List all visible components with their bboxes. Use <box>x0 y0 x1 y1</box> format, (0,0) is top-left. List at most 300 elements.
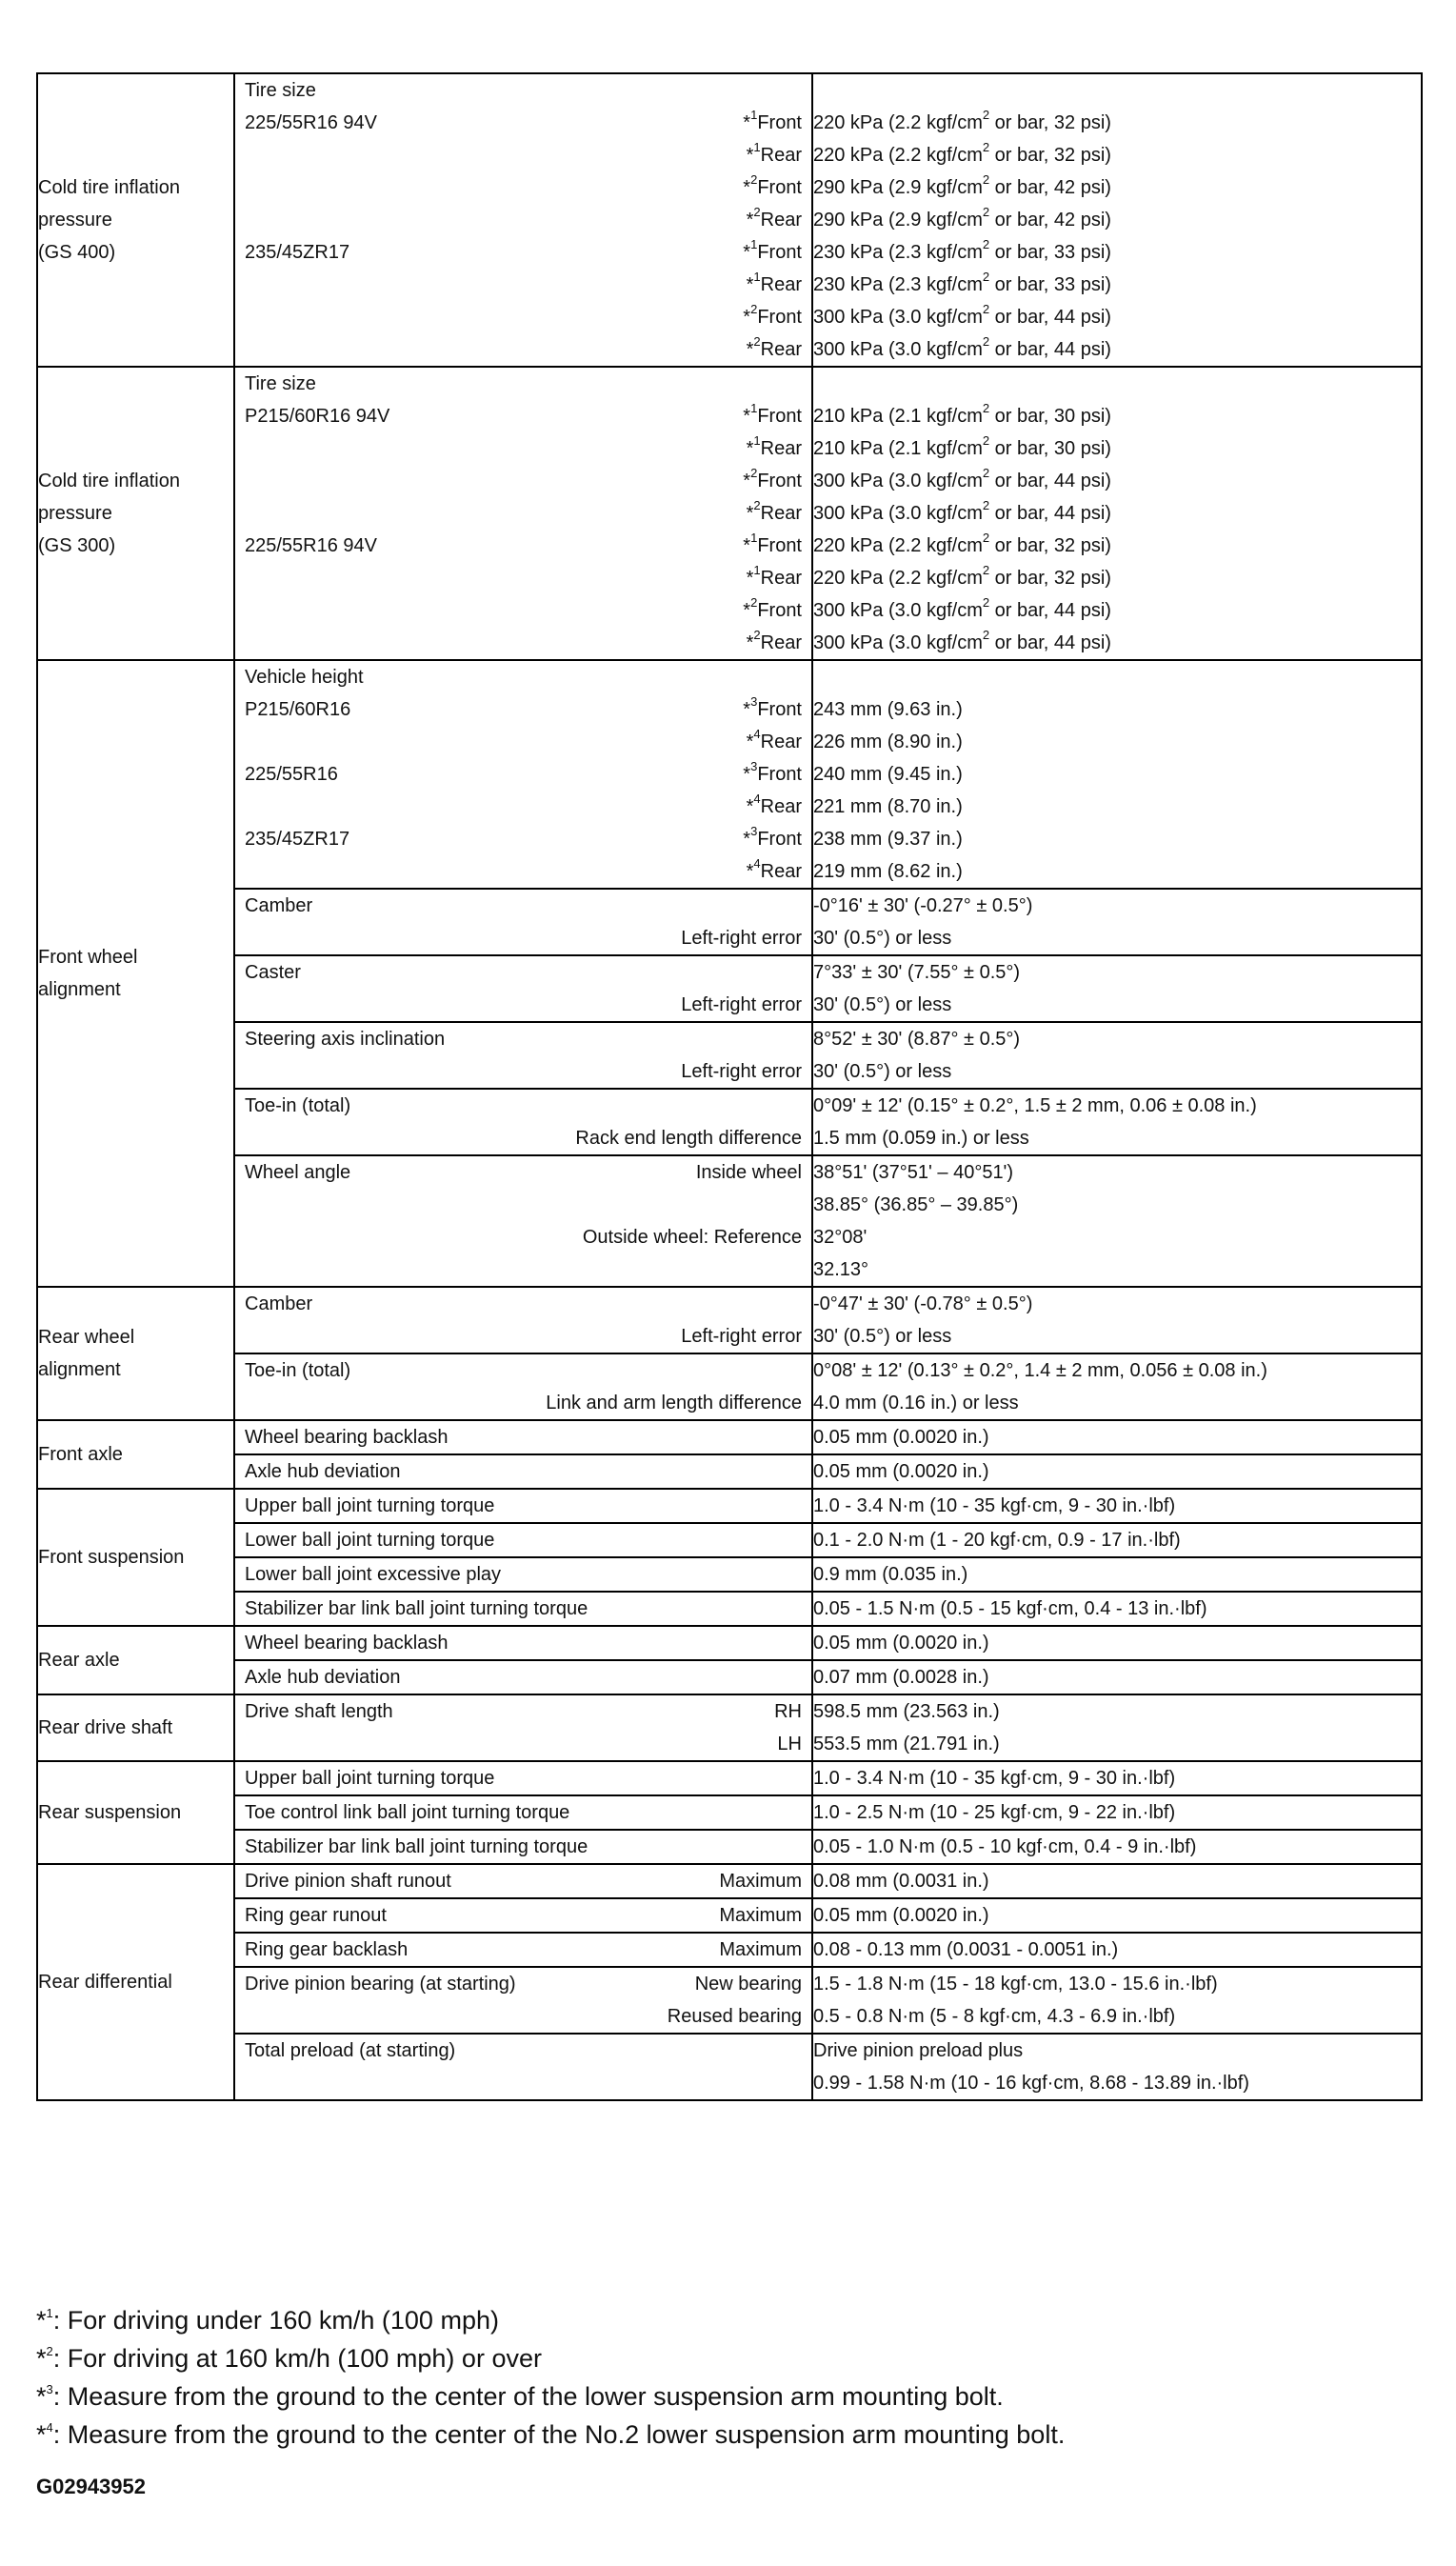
unit-exponent: 2 <box>982 595 990 611</box>
value-text-tail: or bar, 44 psi) <box>989 600 1111 621</box>
value-text-tail: or bar, 30 psi) <box>989 406 1111 427</box>
value-text: 300 kPa (3.0 kgf/cm <box>813 632 983 653</box>
footnote-number: 1 <box>753 140 761 155</box>
footnote-text: : For driving under 160 km/h (100 mph) <box>52 2306 499 2335</box>
item-label: Lower ball joint turning torque <box>245 1530 495 1551</box>
value-text: 1.0 - 3.4 N·m (10 - 35 kgf·cm, 9 - 30 in.·lbf) <box>813 1495 1176 1516</box>
unit-exponent: 2 <box>982 140 990 155</box>
footnote-number: 1 <box>46 2306 53 2320</box>
qualifier-text: Link and arm length difference <box>546 1393 802 1413</box>
value-cell <box>812 1761 1422 1795</box>
qualifier-text: Maximum <box>719 1939 802 1960</box>
footnote-mark: * <box>36 2306 47 2335</box>
item-cell <box>234 1155 812 1287</box>
qualifier-text: Front <box>757 600 802 621</box>
footnote-mark: * <box>746 274 754 295</box>
category-label: pressure <box>38 503 112 524</box>
item-line <box>235 1455 811 1488</box>
value-line <box>813 1762 1421 1794</box>
value-text: 30' (0.5°) or less <box>813 1326 952 1347</box>
value-cell <box>812 367 1422 660</box>
qualifier-text: Left-right error <box>681 1061 802 1082</box>
item-line <box>235 855 811 888</box>
value-text: 300 kPa (3.0 kgf/cm <box>813 600 983 621</box>
category-cell <box>37 1489 234 1626</box>
value-text-tail: or bar, 32 psi) <box>989 145 1111 166</box>
value-cell <box>812 1287 1422 1353</box>
value-line <box>813 1090 1421 1122</box>
item-qualifier <box>719 1934 802 1966</box>
item-qualifier <box>546 1387 802 1419</box>
item-line <box>235 107 811 139</box>
spec-row <box>37 1694 1422 1761</box>
category-cell <box>37 1287 234 1420</box>
qualifier-text: LH <box>777 1734 802 1754</box>
value-cell <box>812 1557 1422 1592</box>
item-label: P215/60R16 94V <box>245 406 390 427</box>
category-cell <box>37 1761 234 1864</box>
footnote-mark: * <box>746 568 754 589</box>
item-cell <box>234 1454 812 1489</box>
spec-row <box>37 1795 1422 1830</box>
item-line <box>235 1934 811 1966</box>
item-cell <box>234 1353 812 1420</box>
value-line <box>813 1728 1421 1760</box>
value-text: 220 kPa (2.2 kgf/cm <box>813 535 983 556</box>
category-cell <box>37 367 234 660</box>
value-text: 210 kPa (2.1 kgf/cm <box>813 438 983 459</box>
qualifier-text: Rear <box>760 732 802 752</box>
footnote-mark: * <box>743 600 751 621</box>
item-line <box>235 1320 811 1353</box>
footnote-mark: * <box>743 829 751 850</box>
value-line <box>813 1055 1421 1088</box>
item-label: Axle hub deviation <box>245 1667 401 1688</box>
spec-row <box>37 1898 1422 1933</box>
footnote-number: 1 <box>750 108 758 123</box>
item-qualifier <box>743 758 802 791</box>
footnote-mark: * <box>743 535 751 556</box>
spec-row <box>37 1967 1422 2034</box>
item-cell <box>234 1626 812 1660</box>
value-line <box>813 269 1421 301</box>
value-cell <box>812 1898 1422 1933</box>
footnote-mark: * <box>36 2420 47 2449</box>
spec-row <box>37 1089 1422 1155</box>
qualifier-text: Rear <box>760 145 802 166</box>
value-text: 30' (0.5°) or less <box>813 928 952 949</box>
item-line <box>235 2067 811 2099</box>
value-line <box>813 1320 1421 1353</box>
qualifier-text: Front <box>757 471 802 491</box>
spec-row <box>37 1592 1422 1626</box>
item-cell <box>234 955 812 1022</box>
item-line <box>235 1122 811 1154</box>
footnote-number: 4 <box>753 792 761 807</box>
value-text: 1.0 - 2.5 N·m (10 - 25 kgf·cm, 9 - 22 in.·lbf) <box>813 1802 1176 1823</box>
footnote-mark: * <box>743 406 751 427</box>
qualifier-text: Front <box>757 112 802 133</box>
item-line <box>235 758 811 791</box>
item-qualifier <box>747 333 802 366</box>
item-qualifier <box>747 726 802 758</box>
value-text: 230 kPa (2.3 kgf/cm <box>813 274 983 295</box>
value-line <box>813 1189 1421 1221</box>
footnote-number: 2 <box>46 2344 53 2358</box>
spec-row <box>37 660 1422 889</box>
footnote-mark: * <box>746 732 754 752</box>
unit-exponent: 2 <box>982 205 990 220</box>
value-line <box>813 627 1421 659</box>
value-text: 300 kPa (3.0 kgf/cm <box>813 471 983 491</box>
unit-exponent: 2 <box>982 108 990 123</box>
category-cell <box>37 73 234 367</box>
value-text: 1.5 mm (0.059 in.) or less <box>813 1128 1029 1149</box>
value-line <box>813 1695 1421 1728</box>
item-cell <box>234 1864 812 1898</box>
item-qualifier <box>747 562 802 594</box>
item-label: 225/55R16 <box>245 764 338 785</box>
value-line <box>813 465 1421 497</box>
value-cell <box>812 1660 1422 1694</box>
footnote-number: 4 <box>46 2420 53 2435</box>
value-text: 553.5 mm (21.791 in.) <box>813 1734 1000 1754</box>
value-cell <box>812 1022 1422 1089</box>
value-line <box>813 1934 1421 1966</box>
footnote-mark: * <box>743 307 751 328</box>
item-label: Caster <box>245 962 301 983</box>
value-cell <box>812 1864 1422 1898</box>
value-line <box>813 2000 1421 2033</box>
item-line <box>235 1968 811 2000</box>
qualifier-text: Maximum <box>719 1871 802 1892</box>
item-cell <box>234 2034 812 2100</box>
qualifier-text: Rear <box>760 274 802 295</box>
value-line <box>813 1288 1421 1320</box>
category-label: Cold tire inflation <box>38 177 180 198</box>
item-label: 235/45ZR17 <box>245 242 350 263</box>
value-text: 7°33' ± 30' (7.55° ± 0.5°) <box>813 962 1021 983</box>
value-line <box>813 333 1421 366</box>
footnote-number: 2 <box>750 466 758 481</box>
value-line <box>813 855 1421 888</box>
item-qualifier <box>681 989 802 1021</box>
unit-exponent: 2 <box>982 433 990 449</box>
value-text-tail: or bar, 42 psi) <box>989 210 1111 231</box>
value-text: 240 mm (9.45 in.) <box>813 764 963 785</box>
footnote-mark: * <box>743 112 751 133</box>
category-label: alignment <box>38 1359 121 1380</box>
footnote-number: 2 <box>750 172 758 188</box>
value-line <box>813 989 1421 1021</box>
footnote-mark: * <box>746 796 754 817</box>
item-cell <box>234 889 812 955</box>
value-text: 0.05 - 1.0 N·m (0.5 - 10 kgf·cm, 0.4 - 9 in.·lbf) <box>813 1836 1197 1857</box>
item-line <box>235 432 811 465</box>
value-text: 38.85° (36.85° – 39.85°) <box>813 1194 1019 1215</box>
qualifier-text: Front <box>757 242 802 263</box>
item-cell <box>234 1830 812 1864</box>
item-line <box>235 1221 811 1253</box>
item-qualifier <box>743 171 802 204</box>
value-text: 30' (0.5°) or less <box>813 1061 952 1082</box>
item-line <box>235 2035 811 2067</box>
item-line <box>235 269 811 301</box>
value-text: 230 kPa (2.3 kgf/cm <box>813 242 983 263</box>
item-cell <box>234 73 812 367</box>
value-line <box>813 497 1421 530</box>
value-text: 238 mm (9.37 in.) <box>813 829 963 850</box>
item-qualifier <box>575 1122 802 1154</box>
value-line <box>813 1899 1421 1932</box>
value-text: 226 mm (8.90 in.) <box>813 732 963 752</box>
value-text: 219 mm (8.62 in.) <box>813 861 963 882</box>
footnote <box>36 2416 1421 2454</box>
spec-row <box>37 1830 1422 1864</box>
item-line <box>235 1728 811 1760</box>
item-line <box>235 1090 811 1122</box>
footnote-number: 1 <box>750 237 758 252</box>
item-line <box>235 139 811 171</box>
footnote-mark: * <box>743 471 751 491</box>
footnote-number: 1 <box>753 563 761 578</box>
value-text-tail: or bar, 33 psi) <box>989 274 1111 295</box>
footnote-number: 2 <box>753 498 761 513</box>
value-line <box>813 1627 1421 1659</box>
footnote-number: 3 <box>750 759 758 774</box>
value-line <box>813 1354 1421 1387</box>
footnote-number: 2 <box>753 334 761 350</box>
value-line <box>813 2035 1421 2067</box>
qualifier-text: Inside wheel <box>695 1162 802 1183</box>
value-line <box>813 1023 1421 1055</box>
unit-exponent: 2 <box>982 302 990 317</box>
item-label: Wheel angle <box>245 1162 351 1183</box>
spec-row <box>37 2034 1422 2100</box>
value-cell <box>812 73 1422 367</box>
footnote-number: 1 <box>753 433 761 449</box>
item-qualifier <box>681 1055 802 1088</box>
value-line <box>813 823 1421 855</box>
qualifier-text: Rear <box>760 796 802 817</box>
value-text-tail: or bar, 44 psi) <box>989 307 1111 328</box>
item-qualifier <box>743 594 802 627</box>
item-qualifier <box>743 530 802 562</box>
value-text: Drive pinion preload plus <box>813 2040 1024 2061</box>
spec-row <box>37 1557 1422 1592</box>
value-line <box>813 171 1421 204</box>
item-line <box>235 400 811 432</box>
item-cell <box>234 660 812 889</box>
value-line <box>813 1490 1421 1522</box>
qualifier-text: Front <box>757 307 802 328</box>
value-text: 0.08 - 0.13 mm (0.0031 - 0.0051 in.) <box>813 1939 1119 1960</box>
value-text-tail: or bar, 42 psi) <box>989 177 1111 198</box>
item-line <box>235 1865 811 1897</box>
footnote-mark: * <box>746 438 754 459</box>
qualifier-text: Rear <box>760 438 802 459</box>
unit-exponent: 2 <box>982 401 990 416</box>
value-text: 0.07 mm (0.0028 in.) <box>813 1667 989 1688</box>
item-line <box>235 333 811 366</box>
value-text: 0°09' ± 12' (0.15° ± 0.2°, 1.5 ± 2 mm, 0.06 ± 0.08 in.) <box>813 1095 1257 1116</box>
item-label: Lower ball joint excessive play <box>245 1564 502 1585</box>
item-line <box>235 1354 811 1387</box>
item-line <box>235 1055 811 1088</box>
value-text: 210 kPa (2.1 kgf/cm <box>813 406 983 427</box>
category-cell <box>37 1626 234 1694</box>
item-line <box>235 1558 811 1591</box>
item-qualifier <box>747 627 802 659</box>
value-text: 1.5 - 1.8 N·m (15 - 18 kgf·cm, 13.0 - 15.6 in.·lbf) <box>813 1974 1218 1995</box>
category-cell <box>37 1864 234 2100</box>
footnote-number: 4 <box>753 856 761 872</box>
unit-exponent: 2 <box>982 334 990 350</box>
spec-row <box>37 1155 1422 1287</box>
value-cell <box>812 1933 1422 1967</box>
item-line <box>235 890 811 922</box>
item-line <box>235 1695 811 1728</box>
item-cell <box>234 1795 812 1830</box>
item-cell <box>234 1523 812 1557</box>
qualifier-text: Maximum <box>719 1905 802 1926</box>
value-line <box>813 74 1421 107</box>
category-label: Rear suspension <box>38 1802 182 1823</box>
item-cell <box>234 367 812 660</box>
footnote-mark: * <box>36 2344 47 2373</box>
footnote-mark: * <box>746 210 754 231</box>
value-line <box>813 693 1421 726</box>
value-line <box>813 400 1421 432</box>
value-text: 290 kPa (2.9 kgf/cm <box>813 177 983 198</box>
category-label: Rear axle <box>38 1650 120 1671</box>
spec-row <box>37 73 1422 367</box>
value-cell <box>812 1626 1422 1660</box>
specification-table <box>36 72 1423 2101</box>
item-line <box>235 1253 811 1286</box>
item-line <box>235 594 811 627</box>
value-text: 220 kPa (2.2 kgf/cm <box>813 112 983 133</box>
footnote-number: 2 <box>750 302 758 317</box>
item-line <box>235 661 811 693</box>
item-label: Upper ball joint turning torque <box>245 1768 495 1789</box>
value-text: 0°08' ± 12' (0.13° ± 0.2°, 1.4 ± 2 mm, 0.056 ± 0.08 in.) <box>813 1360 1267 1381</box>
value-text: 8°52' ± 30' (8.87° ± 0.5°) <box>813 1029 1021 1050</box>
value-text: 300 kPa (3.0 kgf/cm <box>813 503 983 524</box>
value-text: 221 mm (8.70 in.) <box>813 796 963 817</box>
item-cell <box>234 1694 812 1761</box>
category-cell <box>37 1420 234 1489</box>
item-line <box>235 627 811 659</box>
footnote-number: 1 <box>750 531 758 546</box>
item-line <box>235 726 811 758</box>
item-label: Vehicle height <box>245 667 364 688</box>
unit-exponent: 2 <box>982 498 990 513</box>
footnote-mark: * <box>746 339 754 360</box>
item-qualifier <box>681 1320 802 1353</box>
value-line <box>813 107 1421 139</box>
value-line <box>813 1661 1421 1694</box>
value-text: 300 kPa (3.0 kgf/cm <box>813 339 983 360</box>
spec-row <box>37 1420 1422 1454</box>
item-qualifier <box>583 1221 802 1253</box>
item-line <box>235 1762 811 1794</box>
value-text: 32.13° <box>813 1259 869 1280</box>
qualifier-text: Reused bearing <box>667 2006 802 2027</box>
item-line <box>235 922 811 954</box>
item-qualifier <box>719 1865 802 1897</box>
qualifier-text: Front <box>757 535 802 556</box>
value-text: 290 kPa (2.9 kgf/cm <box>813 210 983 231</box>
value-cell <box>812 2034 1422 2100</box>
qualifier-text: Front <box>757 829 802 850</box>
value-line <box>813 1455 1421 1488</box>
spec-row <box>37 1022 1422 1089</box>
item-qualifier <box>681 922 802 954</box>
qualifier-text: Rear <box>760 339 802 360</box>
qualifier-text: Left-right error <box>681 928 802 949</box>
unit-exponent: 2 <box>982 237 990 252</box>
value-line <box>813 1524 1421 1556</box>
item-line <box>235 171 811 204</box>
value-line <box>813 956 1421 989</box>
item-label: Drive pinion bearing (at starting) <box>245 1974 516 1995</box>
value-cell <box>812 889 1422 955</box>
value-text: 220 kPa (2.2 kgf/cm <box>813 145 983 166</box>
qualifier-text: Front <box>757 764 802 785</box>
unit-exponent: 2 <box>982 563 990 578</box>
footnote-number: 4 <box>753 727 761 742</box>
item-qualifier <box>668 2000 802 2033</box>
item-cell <box>234 1967 812 2034</box>
item-qualifier <box>719 1899 802 1932</box>
item-label: Camber <box>245 895 313 916</box>
item-line <box>235 1387 811 1419</box>
item-qualifier <box>743 301 802 333</box>
value-line <box>813 1968 1421 2000</box>
value-cell <box>812 1489 1422 1523</box>
item-label: 225/55R16 94V <box>245 112 378 133</box>
value-line <box>813 1593 1421 1625</box>
unit-exponent: 2 <box>982 270 990 285</box>
value-text-tail: or bar, 44 psi) <box>989 471 1111 491</box>
item-cell <box>234 1933 812 1967</box>
item-label: Axle hub deviation <box>245 1461 401 1482</box>
item-qualifier <box>747 855 802 888</box>
qualifier-text: Rear <box>760 861 802 882</box>
footnote-mark: * <box>743 764 751 785</box>
value-line <box>813 236 1421 269</box>
item-qualifier <box>743 823 802 855</box>
item-cell <box>234 1287 812 1353</box>
category-label: Front wheel <box>38 947 138 968</box>
item-qualifier <box>747 791 802 823</box>
unit-exponent: 2 <box>982 172 990 188</box>
spec-row <box>37 1353 1422 1420</box>
spec-row <box>37 1626 1422 1660</box>
qualifier-text: Rear <box>760 632 802 653</box>
item-line <box>235 1796 811 1829</box>
item-label: Upper ball joint turning torque <box>245 1495 495 1516</box>
item-line <box>235 2000 811 2033</box>
value-cell <box>812 1830 1422 1864</box>
item-line <box>235 1156 811 1189</box>
value-cell <box>812 1420 1422 1454</box>
spec-row <box>37 1660 1422 1694</box>
value-text: 0.05 mm (0.0020 in.) <box>813 1633 989 1654</box>
qualifier-text: Front <box>757 699 802 720</box>
qualifier-text: Front <box>757 406 802 427</box>
